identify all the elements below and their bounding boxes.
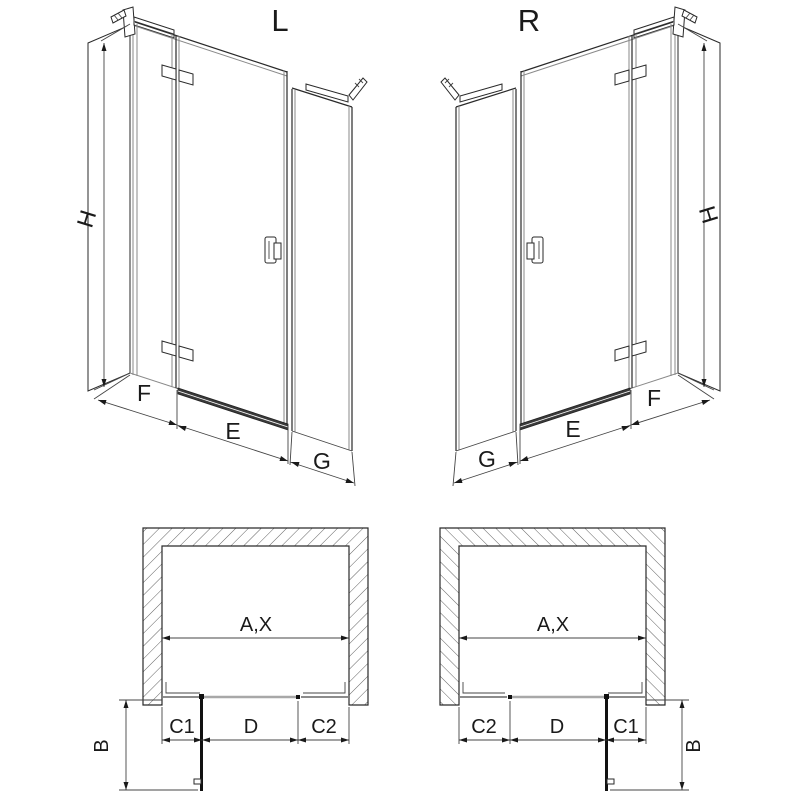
left-view-title: L [271, 3, 289, 38]
dim-label-e-right: E [565, 416, 581, 442]
dim-label-ax-left: A,X [239, 614, 273, 636]
dim-label-d-right: D [549, 716, 565, 738]
right-view-title: R [517, 3, 541, 38]
dim-label-height-left: H [71, 206, 102, 231]
left-isometric-view [71, 3, 367, 486]
left-plan-view [91, 528, 368, 791]
dim-label-f-right: F [646, 385, 662, 411]
dim-label-c2-left: C2 [311, 716, 337, 738]
dim-label-d-left: D [243, 716, 259, 738]
dim-label-b-left: B [91, 739, 113, 753]
dim-label-height-right: H [693, 202, 724, 227]
right-plan-view [440, 528, 705, 791]
dim-label-g-right: G [478, 446, 496, 472]
dim-label-ax-right: A,X [536, 614, 570, 636]
dim-label-c1-left: C1 [169, 716, 195, 738]
dim-label-f-left: F [136, 380, 152, 406]
dim-label-b-right: B [683, 739, 705, 753]
right-isometric-view [441, 3, 724, 486]
dim-label-e-left: E [225, 418, 241, 444]
dim-label-c1-right: C1 [613, 716, 639, 738]
dim-label-c2-right: C2 [471, 716, 497, 738]
dim-label-g-left: G [313, 448, 331, 474]
